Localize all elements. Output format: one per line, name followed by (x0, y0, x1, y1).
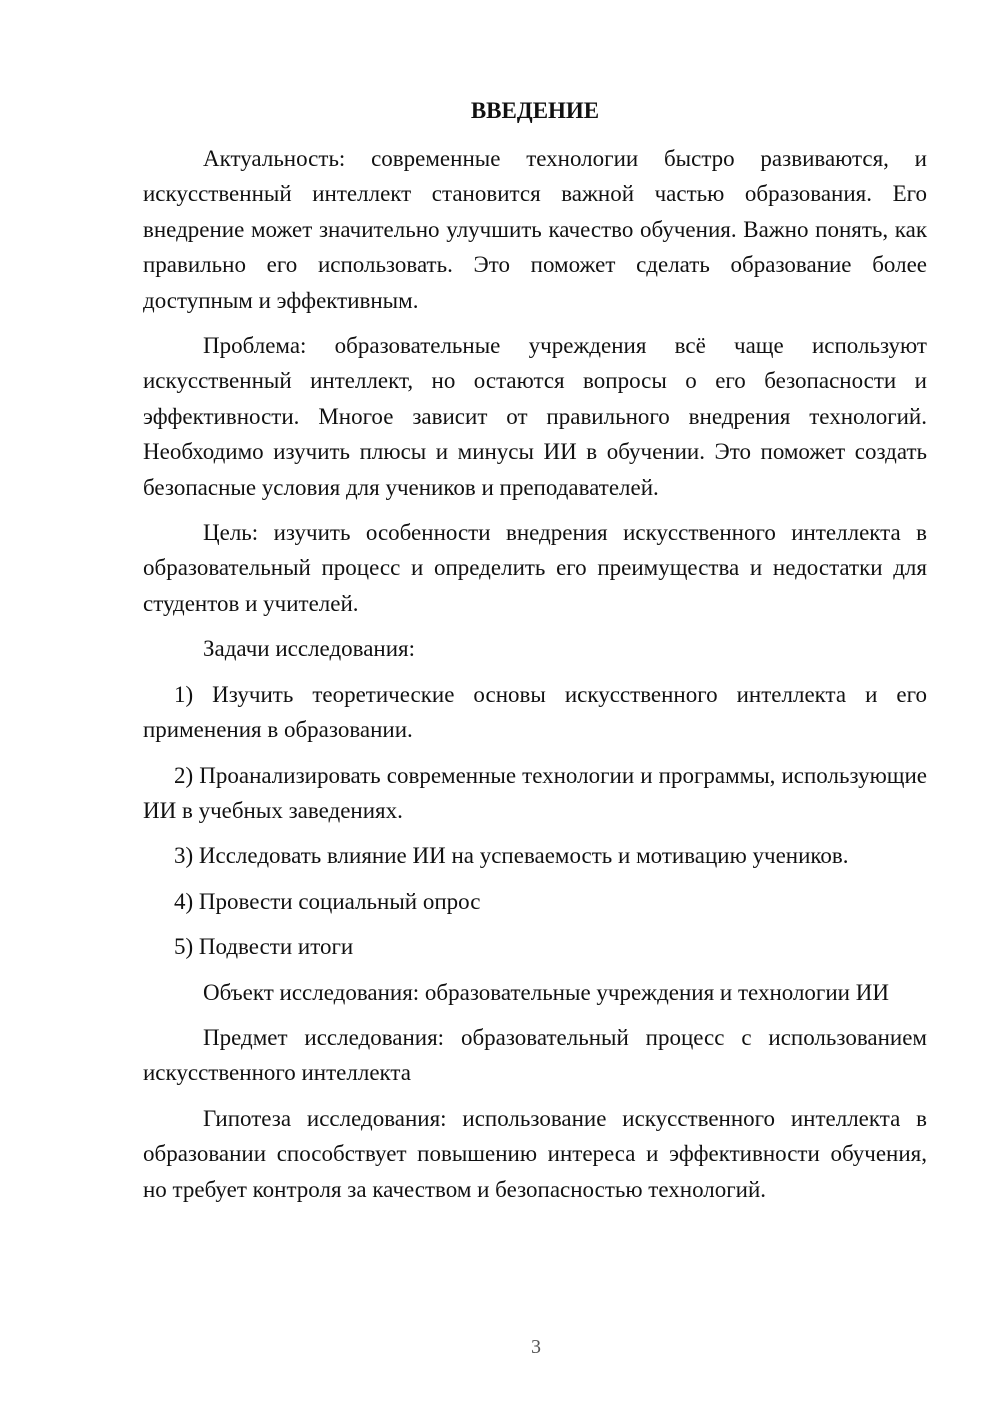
task-item-5: 5) Подвести итоги (174, 934, 354, 960)
paragraph-object: Объект исследования: образовательные учреждения и технологии ИИ (203, 979, 889, 1005)
page-number: 3 (531, 1336, 541, 1358)
page-title: ВВЕДЕНИЕ (470, 98, 600, 123)
paragraph-tasks-heading: Задачи исследования: (203, 636, 416, 662)
task-item-1: 1) Изучить теоретические основы искусственного интеллекта и его применения в образовании. (143, 681, 927, 743)
paragraph-goal: Цель: изучить особенности внедрения искусственного интеллекта в образовательный процесс и определить его преимущества и недостатки для студентов и учителей. (143, 520, 927, 616)
page-content (143, 93, 927, 1207)
task-item-4: 4) Провести социальный опрос (174, 888, 481, 914)
task-item-2: 2) Проанализировать современные технологии и программы, использующие ИИ в учебных заведениях. (143, 762, 927, 823)
task-item-3: 3) Исследовать влияние ИИ на успеваемость и мотивацию учеников. (174, 843, 849, 869)
paragraph-hypothesis: Гипотеза исследования: использование искусственного интеллекта в образовании способствует повышению интереса и эффективности обучения, но требует контроля за качеством и безопасностью технологий. (143, 1105, 927, 1202)
paragraph-problem: Проблема: образовательные учреждения всё чаще используют искусственный интеллект, но остаются вопросы о его безопасности и эффективности. Многое зависит от правильного внедрения технологий. Необходимо изучить плюсы и минусы ИИ в обучении. Это поможет создать безопасные условия для учеников и преподавателей. (143, 333, 927, 500)
paragraph-subject: Предмет исследования: образовательный процесс с использованием искусственного интеллекта (143, 1024, 927, 1086)
paragraph-relevance: Актуальность: современные технологии быстро развиваются, и искусственный интеллект становится важной частью образования. Его внедрение может значительно улучшить качество обучения. Важно понять, как правильно его использовать. Это поможет сделать образование более доступным и эффективным. (143, 146, 927, 313)
